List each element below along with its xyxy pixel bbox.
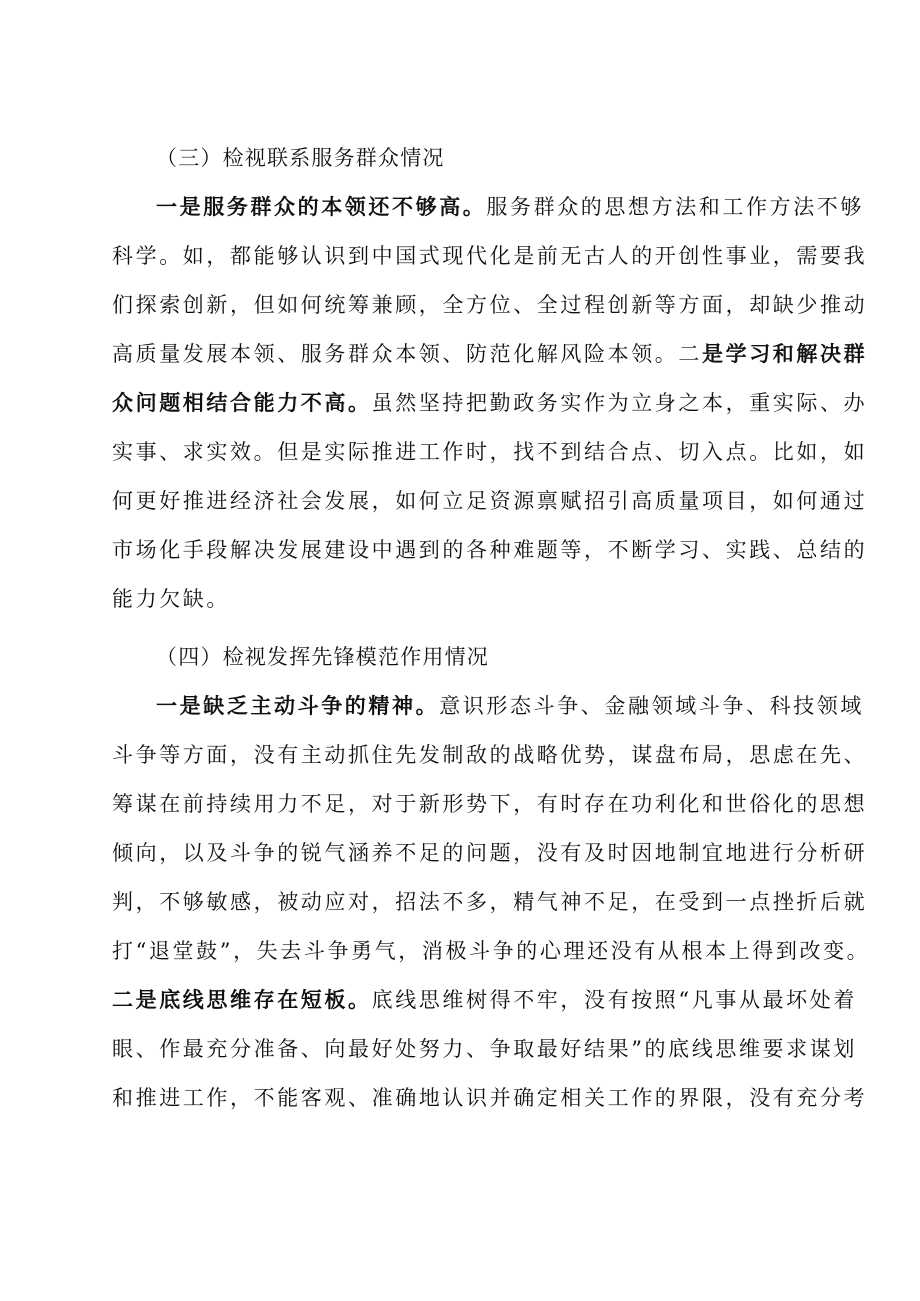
- section-3-paragraph-line: 们探索创新，但如何统筹兼顾，全方位、全过程创新等方面，却缺少推动: [112, 293, 868, 317]
- section-3-paragraph-line: 科学。如，都能够认识到中国式现代化是前无古人的开创性事业，需要我: [112, 244, 868, 268]
- section-4-paragraph-line: 一是缺乏主动斗争的精神。意识形态斗争、金融领域斗争、科技领域: [156, 693, 865, 718]
- bold-point-2: 二是底线思维存在短板。: [112, 987, 372, 1012]
- section-3-heading: （三）检视联系服务群众情况: [156, 146, 445, 170]
- bold-point-1: 一是服务群众的本领还不够高。: [156, 194, 487, 219]
- section-3-paragraph-line: 市场化手段解决发展建设中遇到的各种难题等，不断学习、实践、总结的: [112, 538, 868, 562]
- section-4-paragraph-line: 筹谋在前持续用力不足，对于新形势下，有时存在功利化和世俗化的思想: [112, 792, 868, 816]
- section-4-heading: （四）检视发挥先锋模范作用情况: [156, 645, 489, 669]
- section-3-paragraph-line: 众问题相结合能力不高。虽然坚持把勤政务实作为立身之本，重实际、办: [112, 390, 868, 415]
- section-3-paragraph-line: 实事、求实效。但是实际推进工作时，找不到结合点、切入点。比如，如: [112, 440, 868, 464]
- section-3-paragraph-line: 能力欠缺。: [112, 587, 230, 611]
- section-4-paragraph-line: 和推进工作，不能客观、准确地认识并确定相关工作的界限，没有充分考: [112, 1086, 868, 1110]
- section-3-paragraph-line: 高质量发展本领、服务群众本领、防范化解风险本领。二是学习和解决群: [112, 341, 868, 366]
- bold-point-2: 是学习和解决群: [702, 341, 868, 366]
- bold-point-1: 一是缺乏主动斗争的精神。: [156, 693, 440, 718]
- bold-point-2-cont: 众问题相结合能力不高。: [112, 390, 372, 415]
- section-4-paragraph-line: 倾向，以及斗争的锐气涵养不足的问题，没有及时因地制宜地进行分析研: [112, 841, 868, 865]
- section-4-paragraph-line: 斗争等方面，没有主动抓住先发制敌的战略优势，谋盘布局，思虑在先、: [112, 743, 868, 767]
- section-3-paragraph-line: 何更好推进经济社会发展，如何立足资源禀赋招引高质量项目，如何通过: [112, 489, 868, 513]
- section-4-paragraph-line: 打“退堂鼓”，失去斗争勇气，消极斗争的心理还没有从根本上得到改变。: [112, 939, 871, 963]
- section-4-paragraph-line: 眼、作最充分准备、向最好处努力、争取最好结果”的底线思维要求谋划: [112, 1037, 857, 1061]
- section-4-paragraph-line: 判，不够敏感，被动应对，招法不多，精气神不足，在受到一点挫折后就: [112, 890, 868, 914]
- section-3-paragraph-line: 一是服务群众的本领还不够高。服务群众的思想方法和工作方法不够: [156, 194, 865, 219]
- section-4-paragraph-line: 二是底线思维存在短板。底线思维树得不牢，没有按照“凡事从最坏处着: [112, 987, 857, 1012]
